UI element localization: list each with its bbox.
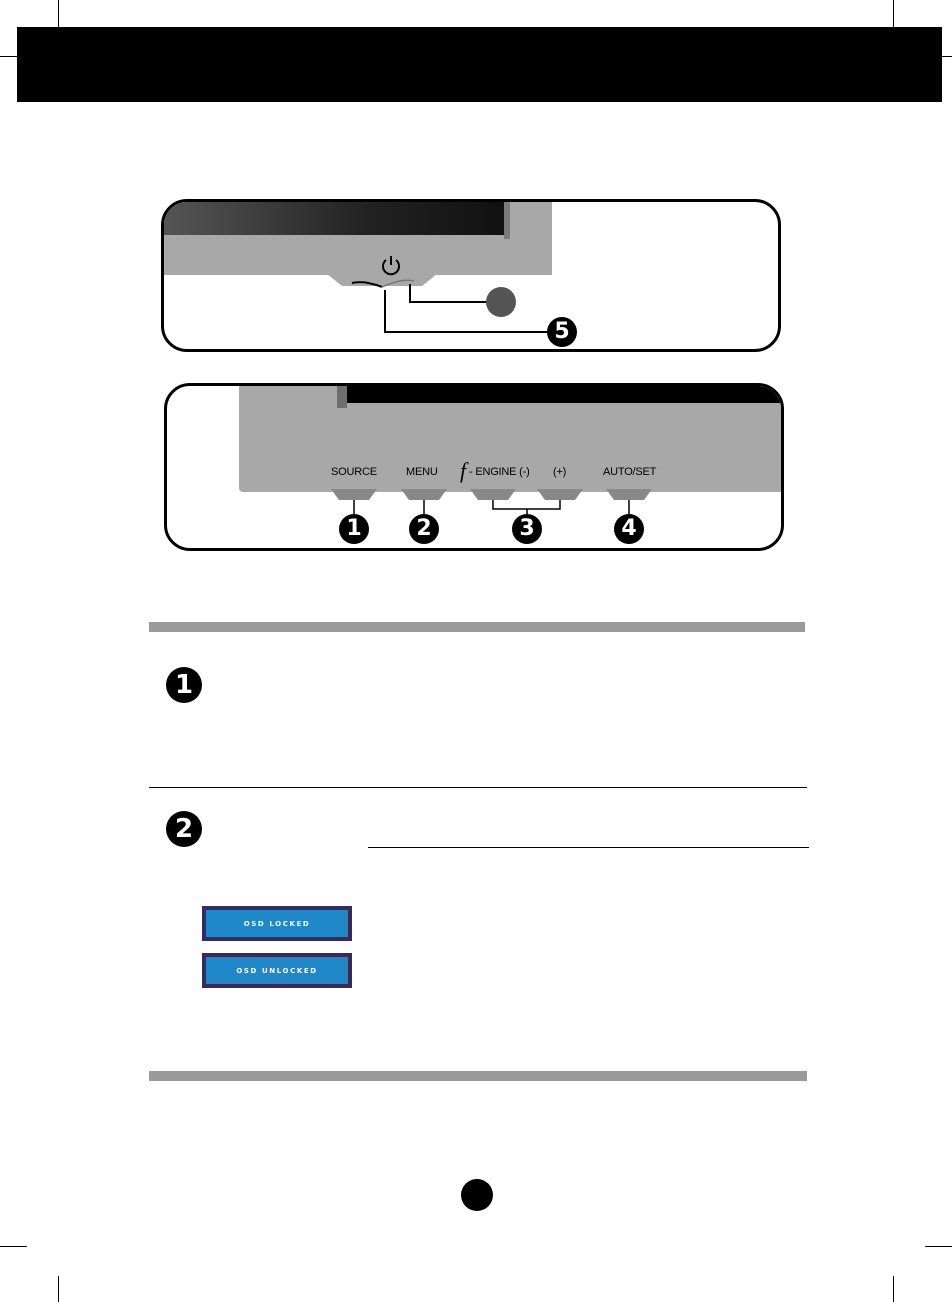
section-number-1: 1: [166, 667, 202, 703]
sub-divider: [368, 847, 809, 848]
osd-unlocked-text: OSD UNLOCKED: [206, 957, 348, 984]
crop-mark: [893, 0, 894, 27]
osd-unlocked-message: [202, 953, 352, 988]
engine-minus-label: - ENGINE (-): [469, 466, 530, 478]
power-panel-illustration: [161, 199, 781, 352]
callout-5: 5: [547, 317, 577, 347]
callout-3: 3: [512, 514, 542, 544]
section-divider: [149, 787, 807, 788]
callout-1: 1: [339, 514, 369, 544]
f-engine-symbol: f: [460, 458, 466, 483]
section-number-2: 2: [166, 811, 202, 847]
table-bottom-rule: [149, 1071, 807, 1081]
callout-leaders: [164, 202, 781, 352]
engine-plus-button: [537, 489, 583, 500]
button-shapes: [167, 386, 784, 551]
osd-locked-message: [202, 906, 352, 941]
crop-mark: [58, 1276, 59, 1302]
autoset-button: [606, 489, 652, 500]
power-indicator-dot: [486, 287, 516, 317]
source-label: SOURCE: [331, 466, 377, 478]
header-bar: [17, 27, 942, 102]
crop-mark: [893, 1276, 894, 1302]
crop-mark: [58, 0, 59, 27]
menu-label: MENU: [406, 466, 438, 478]
source-button: [331, 489, 377, 500]
plus-label: (+): [553, 466, 567, 478]
engine-minus-button: [470, 489, 516, 500]
table-top-rule: [149, 622, 805, 632]
callout-4: 4: [614, 514, 644, 544]
crop-mark: [925, 1246, 952, 1247]
crop-mark: [0, 56, 17, 57]
crop-mark: [0, 1246, 27, 1247]
autoset-label: AUTO/SET: [603, 466, 657, 478]
menu-button: [401, 489, 447, 500]
page-number-badge: [461, 1179, 493, 1211]
control-panel-illustration: [164, 383, 784, 551]
osd-locked-text: OSD LOCKED: [206, 910, 348, 937]
callout-2: 2: [409, 514, 439, 544]
